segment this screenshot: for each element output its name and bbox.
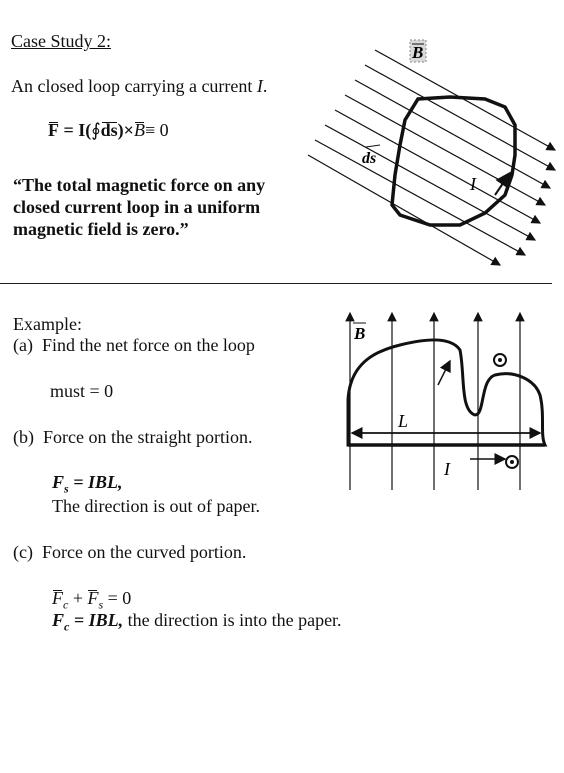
eq-eq: = I( xyxy=(59,120,92,140)
quote-line-3: magnetic field is zero.” xyxy=(13,219,189,239)
eq-ds: ds xyxy=(100,120,118,140)
fig1-label-ds: ds xyxy=(362,150,377,167)
fig2-label-L: L xyxy=(398,411,409,431)
intro-text xyxy=(11,76,267,97)
fig1-label-B: B xyxy=(412,43,424,62)
fig1-label-I: I xyxy=(470,174,476,194)
part-b-equation xyxy=(52,472,122,497)
c2-eq: = IBL, xyxy=(69,610,124,630)
part-a xyxy=(13,335,255,356)
loop-figure-1 xyxy=(300,35,560,275)
loop-current-arrow xyxy=(438,361,450,385)
c2-direction: the direction is into the paper. xyxy=(123,610,342,630)
intro-var: I xyxy=(256,76,263,96)
part-c-text: Force on the curved portion. xyxy=(41,542,247,562)
c2-F: F xyxy=(52,610,65,630)
c-sub1: c xyxy=(63,597,69,612)
part-c-result xyxy=(52,610,342,635)
c-sub2: s xyxy=(98,597,104,612)
part-c xyxy=(13,542,246,563)
closed-loop xyxy=(392,97,515,225)
eq-B: B xyxy=(133,120,145,140)
field-lines-diagonal xyxy=(308,50,555,265)
part-b-label: (b) xyxy=(13,427,34,447)
quote-block xyxy=(13,174,265,240)
eq-mid: )× xyxy=(117,120,134,140)
c2-sub: c xyxy=(64,619,70,634)
intro-prefix: An closed loop carrying a current xyxy=(11,76,257,96)
b-eq: = IBL, xyxy=(68,472,123,492)
curved-loop xyxy=(348,340,545,445)
example-heading: Example: xyxy=(13,314,82,334)
section-divider xyxy=(0,283,552,284)
part-b-direction: The direction is out of paper. xyxy=(52,496,260,516)
part-c-label: (c) xyxy=(13,542,33,562)
eq-oint: ∮ xyxy=(91,120,101,140)
part-b xyxy=(13,427,252,448)
part-a-answer: must = 0 xyxy=(50,381,114,401)
fig2-label-I: I xyxy=(444,459,450,479)
c-F1: F xyxy=(52,588,63,608)
eq-tail: ≡ 0 xyxy=(144,120,169,140)
eq-F: F xyxy=(48,120,59,140)
c-plus: + xyxy=(68,588,88,608)
quote-line-2: closed current loop in a uniform xyxy=(13,197,261,217)
force-equation xyxy=(48,120,169,141)
part-a-text: Find the net force on the loop xyxy=(41,335,255,355)
c-F2: F xyxy=(87,588,99,608)
part-a-label: (a) xyxy=(13,335,33,355)
fig2-label-B: B xyxy=(354,324,366,343)
part-b-text: Force on the straight portion. xyxy=(43,427,253,447)
c-zero: = 0 xyxy=(103,588,132,608)
loop-figure-2 xyxy=(340,305,555,495)
part-c-equation xyxy=(52,588,131,613)
case-study-heading: Case Study 2: xyxy=(11,31,112,51)
intro-suffix: . xyxy=(262,76,268,96)
b-sub: s xyxy=(64,481,69,496)
b-F: F xyxy=(52,472,65,492)
quote-line-1: “The total magnetic force on any xyxy=(13,175,266,195)
